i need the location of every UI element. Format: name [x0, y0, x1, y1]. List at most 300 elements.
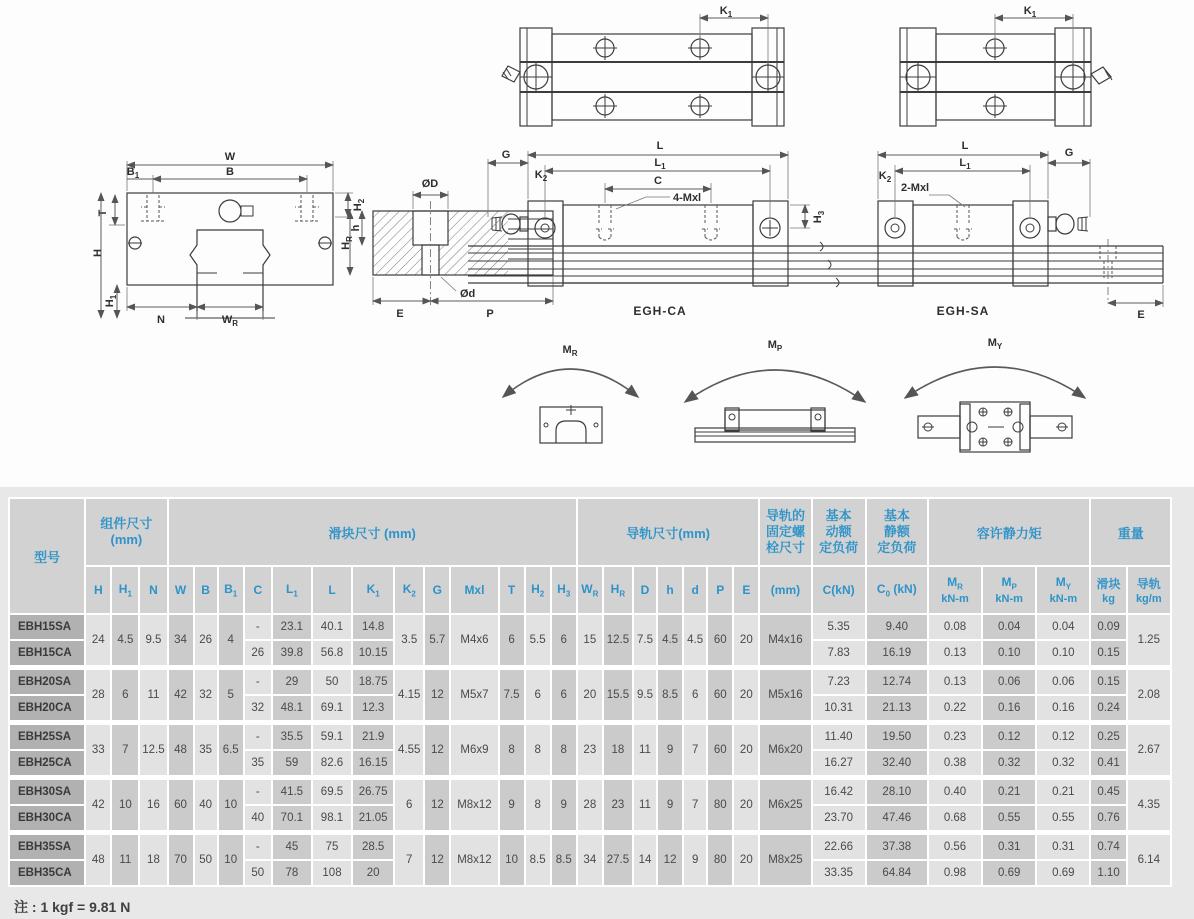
dim-label-wr: $W_R$	[221, 314, 239, 328]
moment-my-drawing	[880, 330, 1110, 455]
header-group-row	[10, 499, 1170, 565]
table-cell: 20	[353, 861, 393, 885]
table-cell: 27.5	[604, 835, 632, 885]
dim-label-k1: $K_1$	[1023, 5, 1037, 19]
table-cell: 12	[425, 670, 449, 720]
table-cell: 6	[500, 615, 524, 665]
table-cell: 10	[219, 835, 243, 885]
table-cell: 69.5	[313, 780, 351, 804]
table-cell: 8	[526, 780, 550, 830]
table-cell: 0.06	[1037, 670, 1089, 694]
col-P: P	[708, 567, 732, 613]
table-cell: 0.25	[1091, 725, 1125, 749]
col-weight-rail: 导轨 kg/m	[1128, 567, 1170, 613]
table-cell: 32	[195, 670, 217, 720]
table-cell: 0.21	[1037, 780, 1089, 804]
table-cell: 26	[195, 615, 217, 665]
cross-section-drawing	[92, 133, 367, 328]
table-cell: 10.15	[353, 641, 393, 665]
table-cell: 0.74	[1091, 835, 1125, 859]
col-L: L	[313, 567, 351, 613]
col-C-kN: C(kN)	[813, 567, 865, 613]
table-cell: 60	[169, 780, 193, 830]
table-cell: 5	[219, 670, 243, 720]
col-D: D	[634, 567, 656, 613]
table-cell: 26.75	[353, 780, 393, 804]
table-cell: -	[245, 725, 271, 749]
table-cell: 0.31	[1037, 835, 1089, 859]
table-cell: 8.5	[552, 835, 576, 885]
model-cell: EBH25SA	[10, 725, 84, 749]
table-cell: 15	[578, 615, 602, 665]
egh-sa-side-view-drawing	[853, 133, 1194, 325]
table-cell: 0.41	[1091, 751, 1125, 775]
table-cell: 12.5	[604, 615, 632, 665]
table-cell: 7.5	[500, 670, 524, 720]
table-cell: 50	[313, 670, 351, 694]
table-cell: 0.32	[1037, 751, 1089, 775]
table-cell: 8.5	[658, 670, 682, 720]
bolt-slot-dashed	[954, 205, 972, 240]
drawing-caption-egh-sa: EGH-SA	[936, 304, 990, 318]
dim-label-l: L	[961, 140, 969, 152]
table-cell: 0.45	[1091, 780, 1125, 804]
table-cell: 12	[425, 835, 449, 885]
table-cell: 23.1	[273, 615, 311, 639]
col-H1: $H_1$	[112, 567, 138, 613]
table-cell: 9	[684, 835, 706, 885]
table-cell: 5.5	[526, 615, 550, 665]
table-cell: 4	[219, 615, 243, 665]
table-cell: 4.5	[658, 615, 682, 665]
header-group-static-moment: 容许静力矩	[929, 499, 1090, 565]
table-cell: 16.27	[813, 751, 865, 775]
table-cell: 0.04	[1037, 615, 1089, 639]
table-cell: 7	[395, 835, 423, 885]
table-cell: 0.15	[1091, 641, 1125, 665]
grease-nipple-icon	[1048, 214, 1088, 234]
col-W: W	[169, 567, 193, 613]
table-cell: 75	[313, 835, 351, 859]
table-cell: 0.22	[929, 696, 981, 720]
table-cell: 11.40	[813, 725, 865, 749]
table-cell: 0.55	[1037, 806, 1089, 830]
table-cell: 45	[273, 835, 311, 859]
table-cell: 32.40	[867, 751, 927, 775]
table-cell: 0.12	[983, 725, 1035, 749]
col-MR: $M_R$ kN-m	[929, 567, 981, 613]
table-cell: 0.13	[929, 670, 981, 694]
table-cell: 23	[578, 725, 602, 775]
dim-label-h-small: h	[350, 224, 362, 232]
table-cell: 40	[195, 780, 217, 830]
dim-label-l1: $L_1$	[654, 157, 666, 171]
table-cell: 23	[604, 780, 632, 830]
drawing-caption-egh-ca: EGH-CA	[633, 304, 687, 318]
table-cell: 10	[219, 780, 243, 830]
table-cell: 40.1	[313, 615, 351, 639]
table-cell: 9	[658, 780, 682, 830]
table-cell: 33.35	[813, 861, 865, 885]
table-cell: 60	[708, 670, 732, 720]
table-cell: 80	[708, 835, 732, 885]
table-cell: 47.46	[867, 806, 927, 830]
col-MY: $M_Y$ kN-m	[1037, 567, 1089, 613]
table-cell: 0.12	[1037, 725, 1089, 749]
table-cell: 22.66	[813, 835, 865, 859]
header-model: 型号	[10, 499, 84, 613]
table-cell: 23.70	[813, 806, 865, 830]
rail-hole-dashed	[1100, 239, 1116, 303]
col-h: h	[658, 567, 682, 613]
col-B: B	[195, 567, 217, 613]
table-cell: 8.5	[526, 835, 550, 885]
table-cell: 16.42	[813, 780, 865, 804]
table-cell: 12.74	[867, 670, 927, 694]
table-cell: 16.15	[353, 751, 393, 775]
table-cell: 29	[273, 670, 311, 694]
col-bolt-mm: (mm)	[760, 567, 810, 613]
col-MP: $M_P$ kN-m	[983, 567, 1035, 613]
table-cell: 6	[684, 670, 706, 720]
table-cell: 48.1	[273, 696, 311, 720]
header-group-dynamic-load: 基本 动额 定负荷	[813, 499, 865, 565]
table-cell: 7	[684, 780, 706, 830]
table-cell: 26	[245, 641, 271, 665]
table-cell: 59	[273, 751, 311, 775]
moment-mr-drawing	[488, 335, 653, 455]
table-cell: 0.55	[983, 806, 1035, 830]
table-cell: M8x12	[451, 780, 497, 830]
bolt-slots-dashed	[596, 205, 720, 240]
dim-label-h3: $H_3$	[812, 210, 826, 224]
table-cell: 21.9	[353, 725, 393, 749]
table-cell: 20	[734, 835, 758, 885]
table-cell: 50	[245, 861, 271, 885]
table-cell: -	[245, 835, 271, 859]
table-cell: 69.1	[313, 696, 351, 720]
table-cell: 1.10	[1091, 861, 1125, 885]
table-cell: 59.1	[313, 725, 351, 749]
table-cell: 60	[708, 615, 732, 665]
header-group-static-load: 基本 静额 定负荷	[867, 499, 927, 565]
dim-label-w: W	[224, 151, 236, 163]
table-cell: 9	[500, 780, 524, 830]
row-separator	[10, 832, 1170, 833]
moment-label-mr: $M_R$	[562, 344, 578, 358]
header-group-assembly: 组件尺寸 (mm)	[86, 499, 166, 565]
table-cell: 70.1	[273, 806, 311, 830]
table-cell: 6	[395, 780, 423, 830]
table-cell: 20	[734, 615, 758, 665]
table-cell: 4.35	[1128, 780, 1170, 830]
table-cell: 98.1	[313, 806, 351, 830]
col-H2: $H_2$	[526, 567, 550, 613]
table-cell: 11	[634, 780, 656, 830]
dim-label-e: E	[396, 308, 404, 320]
table-cell: 0.13	[929, 641, 981, 665]
row-separator	[10, 722, 1170, 723]
table-cell: M4x16	[760, 615, 810, 665]
table-cell: 56.8	[313, 641, 351, 665]
dim-label-g: G	[501, 149, 511, 161]
model-cell: EBH15CA	[10, 641, 84, 665]
table-cell: 7.5	[634, 615, 656, 665]
model-cell: EBH30CA	[10, 806, 84, 830]
col-weight-block: 滑块 kg	[1091, 567, 1125, 613]
dim-label-b1: $B_1$	[126, 166, 140, 180]
table-cell: 0.56	[929, 835, 981, 859]
table-cell: 42	[169, 670, 193, 720]
table-cell: 8	[552, 725, 576, 775]
col-N: N	[140, 567, 166, 613]
table-cell: M8x12	[451, 835, 497, 885]
table-cell: 6	[112, 670, 138, 720]
table-cell: 40	[245, 806, 271, 830]
table-cell: 0.21	[983, 780, 1035, 804]
table-cell: 9.5	[140, 615, 166, 665]
dim-label-2mxl: 2-Mxl	[901, 182, 930, 194]
col-H: H	[86, 567, 110, 613]
table-cell: 11	[140, 670, 166, 720]
table-cell: 18.75	[353, 670, 393, 694]
footnote: 注 : 1 kgf = 9.81 N	[14, 899, 131, 915]
table-cell: 0.09	[1091, 615, 1125, 639]
table-cell: 28	[578, 780, 602, 830]
table-cell: 16.19	[867, 641, 927, 665]
col-T: T	[500, 567, 524, 613]
model-cell: EBH20SA	[10, 670, 84, 694]
table-cell: 78	[273, 861, 311, 885]
table-cell: 19.50	[867, 725, 927, 749]
table-row	[10, 615, 1170, 639]
table-cell: 3.5	[395, 615, 423, 665]
table-cell: 11	[112, 835, 138, 885]
table-cell: 12	[425, 780, 449, 830]
table-cell: 20	[734, 670, 758, 720]
table-cell: 4.5	[684, 615, 706, 665]
dim-label-l: L	[656, 140, 664, 152]
dim-label-k2: $K_2$	[534, 169, 548, 183]
table-cell: 82.6	[313, 751, 351, 775]
col-Mxl: Mxl	[451, 567, 497, 613]
table-cell: 20	[578, 670, 602, 720]
table-cell: 0.23	[929, 725, 981, 749]
col-C0-kN: $C_0$ (kN)	[867, 567, 927, 613]
table-cell: 6	[552, 670, 576, 720]
table-cell: 12	[658, 835, 682, 885]
row-separator	[10, 667, 1170, 668]
dim-label-h1: $H_1$	[104, 294, 118, 308]
moment-label-mp: $M_P$	[767, 339, 783, 353]
table-cell: 7.23	[813, 670, 865, 694]
dim-label-od: ØD	[421, 178, 439, 190]
table-cell: 6.5	[219, 725, 243, 775]
dim-label-h2: $H_2$	[352, 198, 366, 212]
table-cell: 0.76	[1091, 806, 1125, 830]
table-cell: 5.35	[813, 615, 865, 639]
table-cell: 28.5	[353, 835, 393, 859]
model-cell: EBH35SA	[10, 835, 84, 859]
dim-label-h: H	[92, 249, 104, 257]
table-cell: 11	[634, 725, 656, 775]
block-top-view-sa-drawing	[845, 4, 1194, 132]
table-cell: 9	[658, 725, 682, 775]
table-cell: 0.69	[1037, 861, 1089, 885]
table-cell: M6x20	[760, 725, 810, 775]
table-cell: 39.8	[273, 641, 311, 665]
bolt-holes-dashed	[141, 195, 319, 221]
table-cell: -	[245, 780, 271, 804]
col-B1: $B_1$	[219, 567, 243, 613]
dim-label-k1: $K_1$	[719, 5, 733, 19]
header-group-block: 滑块尺寸 (mm)	[169, 499, 576, 565]
row-separator	[10, 777, 1170, 778]
dim-label-c: C	[654, 175, 662, 187]
table-cell: M6x9	[451, 725, 497, 775]
table-cell: 0.06	[983, 670, 1035, 694]
table-cell: 108	[313, 861, 351, 885]
dim-label-k2: $K_2$	[878, 170, 892, 184]
dim-label-n: N	[157, 314, 165, 326]
table-cell: 7.83	[813, 641, 865, 665]
dim-label-b: B	[226, 166, 234, 178]
table-cell: 0.16	[983, 696, 1035, 720]
table-cell: -	[245, 615, 271, 639]
table-cell: 2.08	[1128, 670, 1170, 720]
table-cell: 0.24	[1091, 696, 1125, 720]
table-cell: 0.98	[929, 861, 981, 885]
model-cell: EBH25CA	[10, 751, 84, 775]
table-cell: 0.31	[983, 835, 1035, 859]
table-cell: 8	[526, 725, 550, 775]
table-cell: 5.7	[425, 615, 449, 665]
grease-nipple-icon	[492, 214, 528, 234]
table-cell: 24	[86, 615, 110, 665]
table-cell: M5x7	[451, 670, 497, 720]
model-cell: EBH20CA	[10, 696, 84, 720]
table-cell: 4.5	[112, 615, 138, 665]
table-cell: 0.10	[1037, 641, 1089, 665]
table-cell: M8x25	[760, 835, 810, 885]
table-cell: -	[245, 670, 271, 694]
table-cell: 18	[140, 835, 166, 885]
moment-mp-drawing	[660, 330, 890, 455]
table-cell: 18	[604, 725, 632, 775]
table-cell: 28	[86, 670, 110, 720]
table-cell: 9.5	[634, 670, 656, 720]
col-HR: $H_R$	[604, 567, 632, 613]
table-cell: 7	[112, 725, 138, 775]
spec-table	[8, 497, 1172, 887]
model-cell: EBH30SA	[10, 780, 84, 804]
table-cell: 50	[195, 835, 217, 885]
col-C: C	[245, 567, 271, 613]
grease-nipple-icon	[502, 66, 520, 82]
table-cell: 10.31	[813, 696, 865, 720]
moment-label-my: $M_Y$	[987, 337, 1003, 351]
table-cell: 12	[425, 725, 449, 775]
table-row	[10, 780, 1170, 804]
table-cell: 35	[245, 751, 271, 775]
table-cell: 0.10	[983, 641, 1035, 665]
dim-label-t: T	[97, 209, 109, 217]
header-sub-row	[10, 567, 1170, 613]
table-cell: M5x16	[760, 670, 810, 720]
header-group-bolt: 导轨的 固定螺 栓尺寸	[760, 499, 810, 565]
table-cell: 32	[245, 696, 271, 720]
table-cell: 4.15	[395, 670, 423, 720]
table-row	[10, 670, 1170, 694]
table-cell: 21.05	[353, 806, 393, 830]
table-cell: 9.40	[867, 615, 927, 639]
mounting-holes	[593, 36, 712, 118]
grease-nipple-icon	[1091, 67, 1112, 84]
dim-label-hr: $H_R$	[340, 236, 354, 250]
table-cell: 0.15	[1091, 670, 1125, 694]
col-H3: $H_3$	[552, 567, 576, 613]
header-group-weight: 重量	[1091, 499, 1170, 565]
table-cell: 16	[140, 780, 166, 830]
table-cell: 15.5	[604, 670, 632, 720]
table-cell: 0.04	[983, 615, 1035, 639]
dim-label-e: E	[1137, 309, 1145, 321]
table-cell: 10	[112, 780, 138, 830]
model-cell: EBH35CA	[10, 861, 84, 885]
table-cell: 64.84	[867, 861, 927, 885]
egh-ca-side-view-drawing	[468, 133, 853, 325]
block-top-view-ca-drawing	[500, 4, 840, 132]
table-cell: 28.10	[867, 780, 927, 804]
table-cell: 12.3	[353, 696, 393, 720]
table-cell: 6	[526, 670, 550, 720]
table-cell: 35	[195, 725, 217, 775]
table-cell: 14	[634, 835, 656, 885]
table-cell: 12.5	[140, 725, 166, 775]
col-L1: $L_1$	[273, 567, 311, 613]
col-K2: $K_2$	[395, 567, 423, 613]
table-cell: 0.38	[929, 751, 981, 775]
dim-label-4mxl: 4-Mxl	[673, 192, 702, 204]
table-cell: 6	[552, 615, 576, 665]
header-group-rail: 导轨尺寸(mm)	[578, 499, 759, 565]
dim-label-g: G	[1064, 147, 1074, 159]
col-E: E	[734, 567, 758, 613]
table-cell: 4.55	[395, 725, 423, 775]
table-cell: 2.67	[1128, 725, 1170, 775]
table-cell: 0.08	[929, 615, 981, 639]
table-cell: 70	[169, 835, 193, 885]
col-G: G	[425, 567, 449, 613]
table-cell: 21.13	[867, 696, 927, 720]
table-cell: 9	[552, 780, 576, 830]
col-WR: $W_R$	[578, 567, 602, 613]
dim-label-l1: $L_1$	[959, 157, 971, 171]
table-cell: 0.32	[983, 751, 1035, 775]
table-cell: 48	[86, 835, 110, 885]
dim-label-od-small: Ød	[460, 288, 476, 300]
table-cell: 1.25	[1128, 615, 1170, 665]
table-cell: 6.14	[1128, 835, 1170, 885]
table-cell: 14.8	[353, 615, 393, 639]
table-cell: 0.40	[929, 780, 981, 804]
table-row	[10, 725, 1170, 749]
table-cell: 37.38	[867, 835, 927, 859]
table-cell: 34	[169, 615, 193, 665]
dim-label-p: P	[486, 308, 494, 320]
table-cell: 7	[684, 725, 706, 775]
table-cell: 60	[708, 725, 732, 775]
